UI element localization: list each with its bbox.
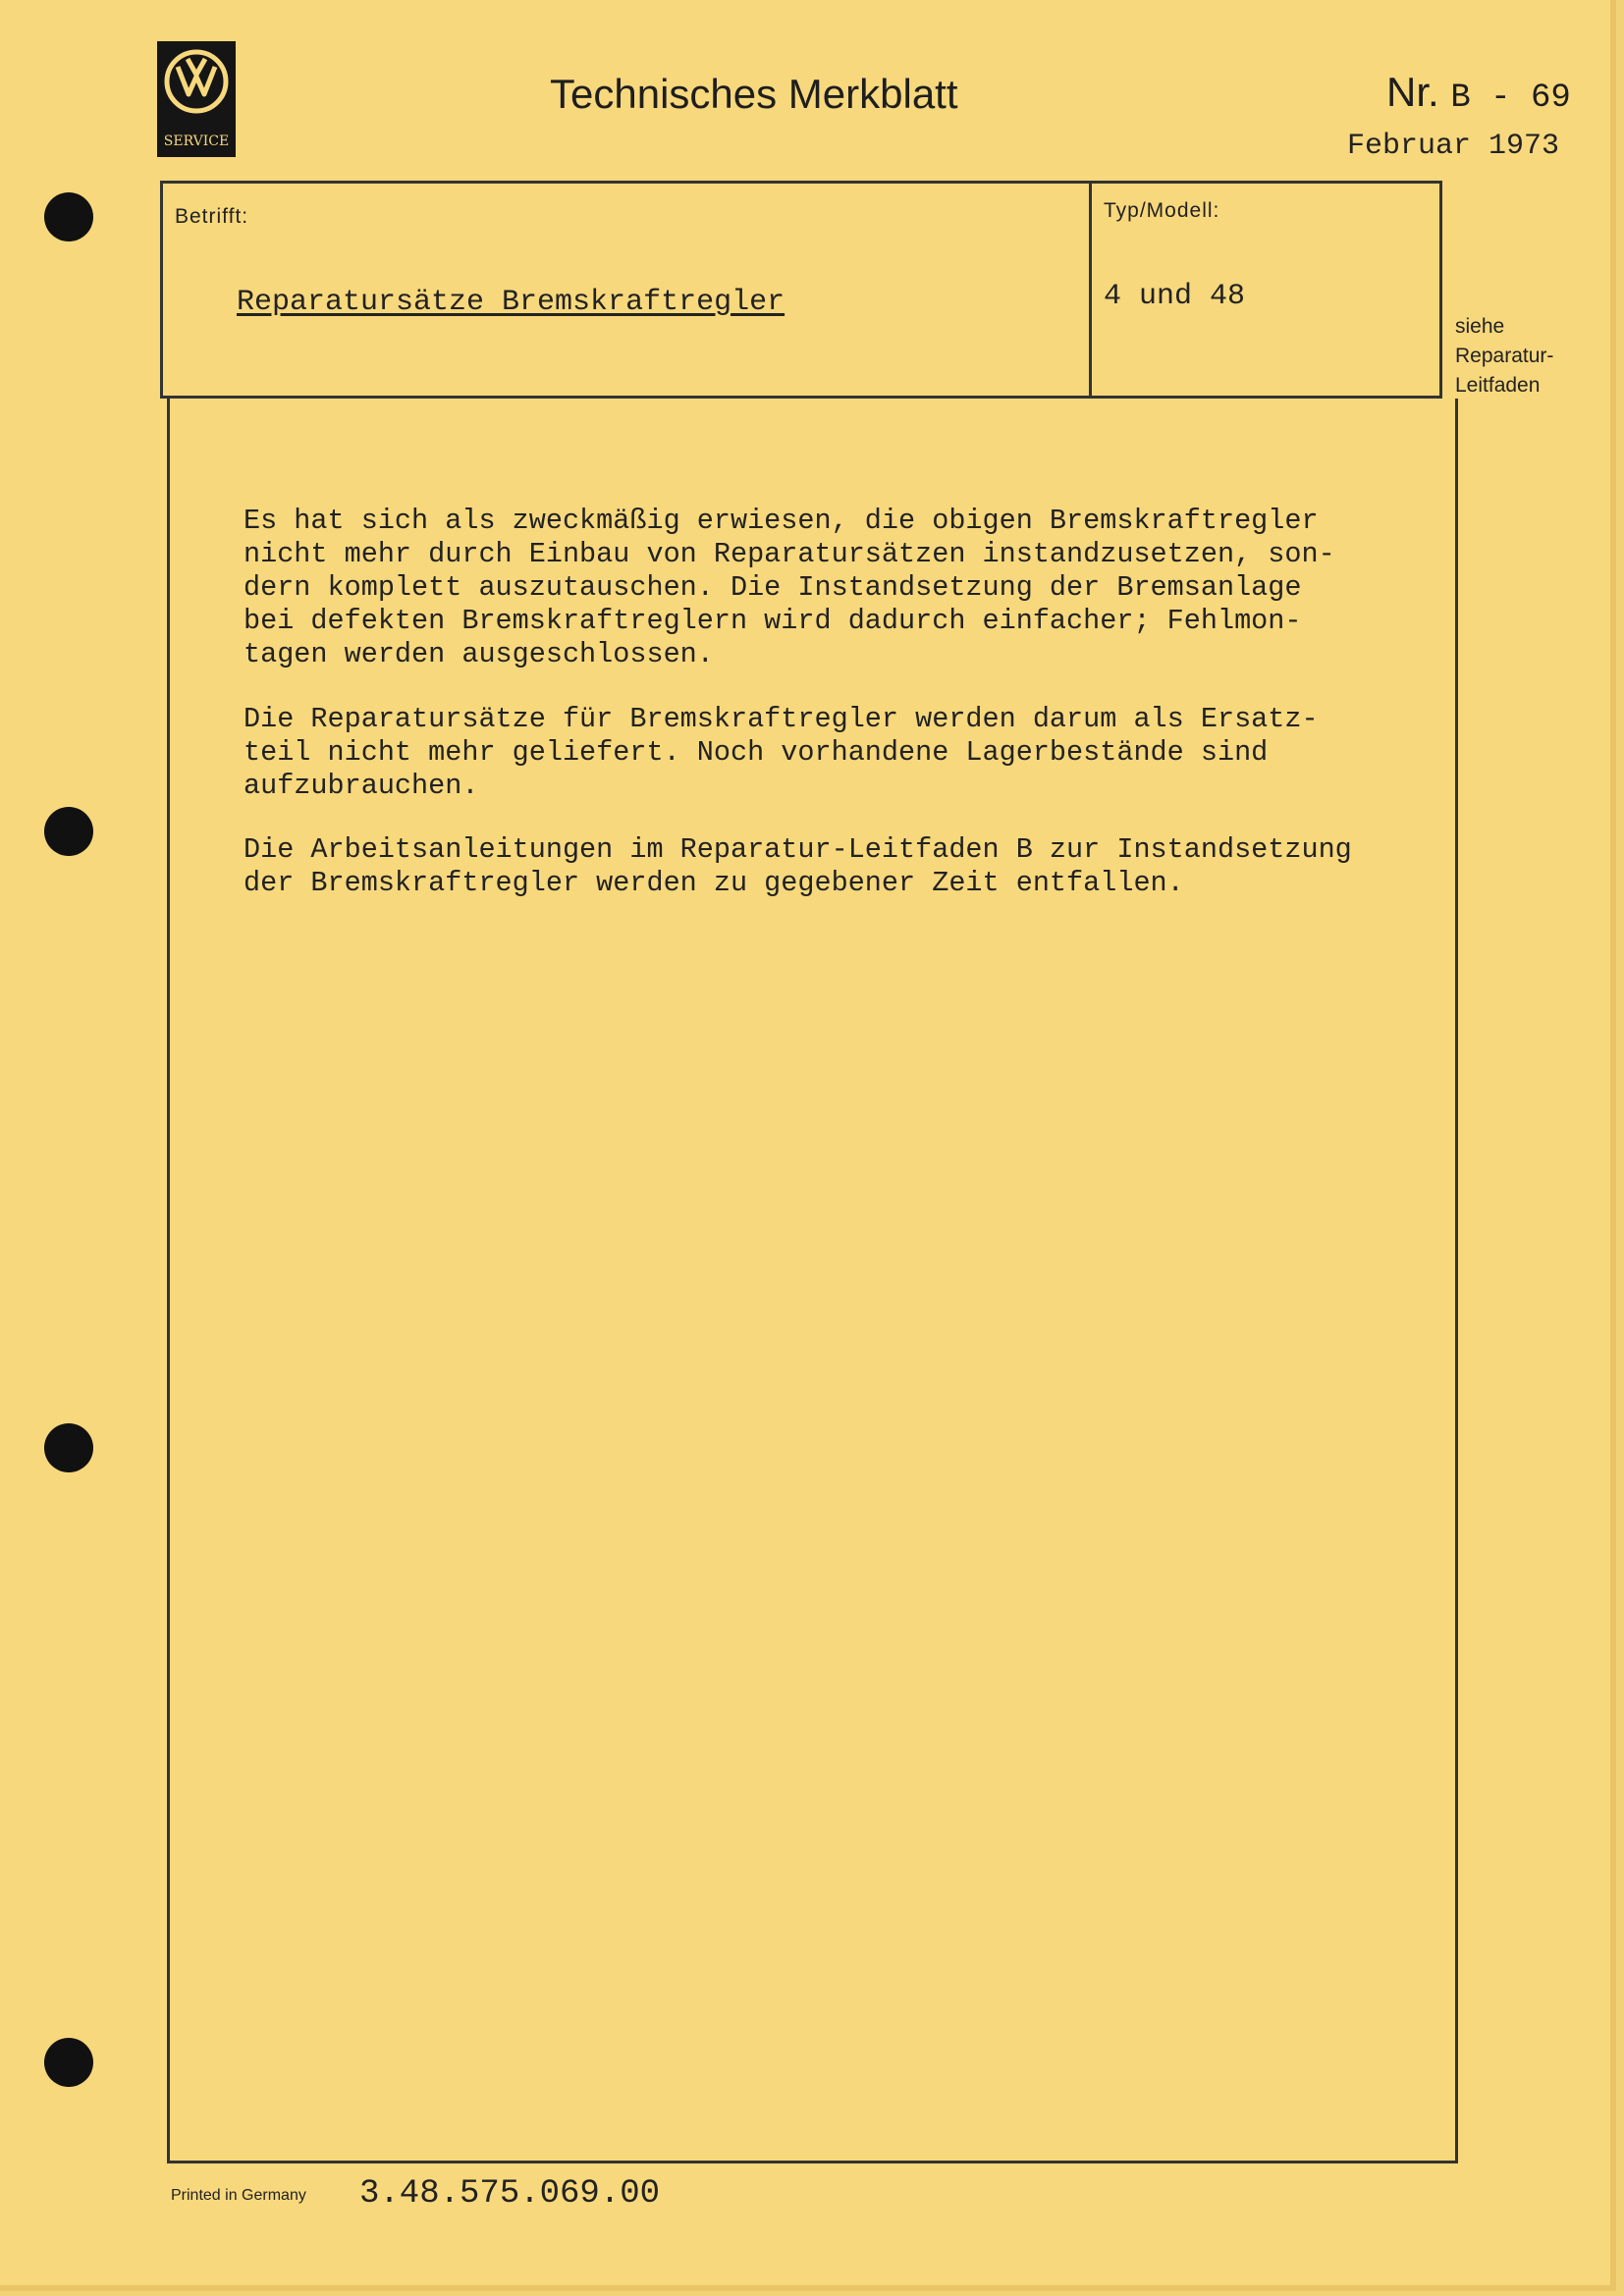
body-paragraph: Die Reparatursätze für Bremskraftregler werden darum als Ersatz- teil nicht mehr geliefert. Noch vorhandene Lagerbestände sind aufzubrauchen. (244, 703, 1319, 802)
number-label: Nr. (1386, 69, 1439, 115)
document-title: Technisches Merkblatt (550, 71, 958, 117)
side-note (1455, 312, 1553, 400)
printed-in-label: Printed in Germany (171, 2187, 306, 2204)
model-value: 4 und 48 (1104, 280, 1246, 313)
vw-service-logo (157, 41, 236, 157)
punch-hole (44, 807, 93, 856)
body-paragraph: Es hat sich als zweckmäßig erwiesen, die obigen Bremskraftregler nicht mehr durch Einbau von Reparatursätzen instandzusetzen, son- dern komplett auszutauschen. Die Instandsetzung der Bremsanlage bei defekten Bremskraftreglern wird dadurch einfacher; Fehlmon- tagen werden ausgeschlossen. (244, 505, 1335, 670)
side-note-line: siehe (1455, 315, 1505, 338)
form-code: 3.48.575.069.00 (359, 2175, 661, 2213)
subject-label: Betrifft: (175, 205, 249, 228)
document-date: Februar 1973 (1347, 130, 1560, 163)
service-label: SERVICE (163, 133, 230, 149)
vw-emblem-icon (164, 49, 229, 114)
side-note-line: Leitfaden (1455, 374, 1541, 397)
column-divider (1089, 184, 1092, 396)
side-note-line: Reparatur- (1455, 345, 1554, 367)
number-value: B - 69 (1450, 80, 1571, 117)
punch-hole (44, 2038, 93, 2087)
header-table (160, 181, 1442, 399)
body-paragraph: Die Arbeitsanleitungen im Reparatur-Leitfaden B zur Instandsetzung der Bremskraftregler werden zu gegebener Zeit entfallen. (244, 833, 1352, 899)
punch-hole (44, 1423, 93, 1472)
body-frame (167, 399, 1458, 2163)
subject-value: Reparatursätze Bremskraftregler (237, 286, 785, 319)
document-number (1386, 69, 1571, 117)
model-label: Typ/Modell: (1104, 199, 1220, 222)
punch-hole (44, 192, 93, 241)
